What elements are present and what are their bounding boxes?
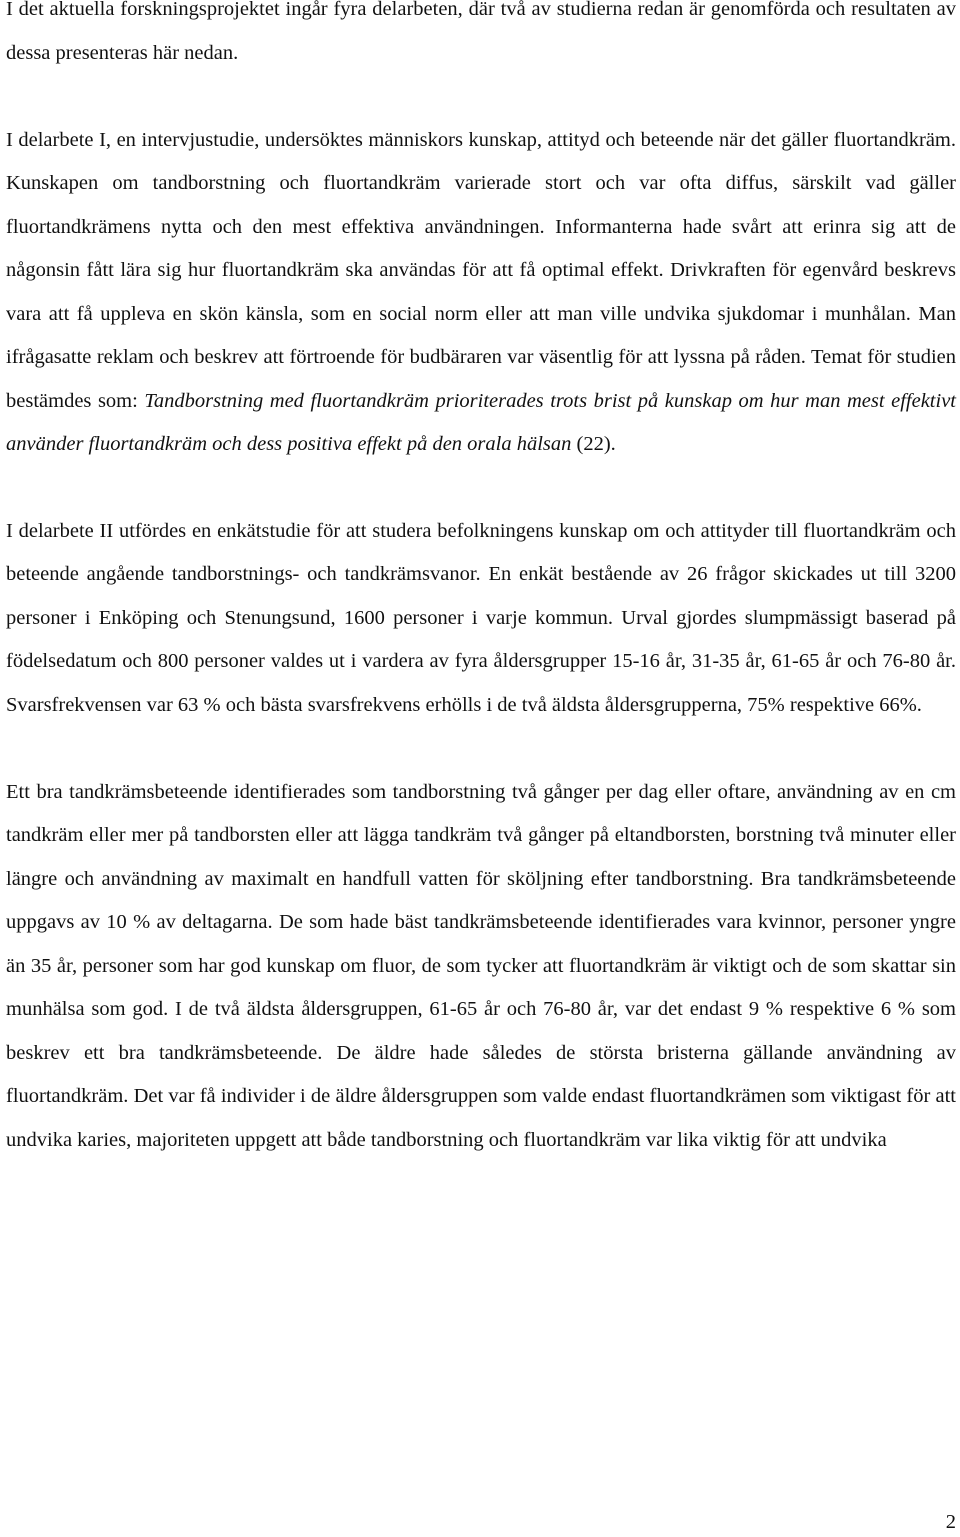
- paragraph-spacer: [6, 727, 956, 771]
- paragraph-intro: I det aktuella forskningsprojektet ingår fyra delarbeten, där två av studierna redan är genomförda och resultaten av dessa presenteras här nedan.: [6, 0, 956, 64]
- document-page: [6, 0, 956, 1162]
- paragraph-toothpaste-behavior: Ett bra tandkrämsbeteende identifierades som tandborstning två gånger per dag eller oftare, användning av en cm tandkräm eller mer på tandborsten eller att lägga tandkräm två gånger på eltandborsten, borstning två minuter eller längre och användning av maximalt en handfull vatten för sköljning efter tandborstning. Bra tandkrämsbeteende uppgavs av 10 % av deltagarna. De som hade bäst tandkrämsbeteende identifierades vara kvinnor, personer yngre än 35 år, personer som har god kunskap om fluor, de som tycker att fluortandkräm är viktigt och de som skattar sin munhälsa som god. I de två äldsta åldersgruppen, 61-65 år och 76-80 år, var det endast 9 % respektive 6 % som beskrev ett bra tandkrämsbeteende. De äldre hade således de största bristerna gällande användning av fluortandkräm. Det var få individer i de äldre åldersgruppen som valde endast fluortandkrämen som viktigast för att undvika karies, majoriteten uppgett att både tandborstning och fluortandkräm var lika viktig för att undvika: [6, 780, 956, 1151]
- reference-citation: (22).: [571, 433, 616, 455]
- paragraph-delarbete-2: I delarbete II utfördes en enkätstudie för att studera befolkningens kunskap om och attityder till fluortandkräm och beteende angående tandborstnings- och tandkrämsvanor. En enkät bestående av 26 frågor skickades ut till 3200 personer i Enköping och Stenungsund, 1600 personer i varje kommun. Urval gjordes slumpmässigt baserad på födelsedatum och 800 personer valdes ut i vardera av fyra åldersgrupper 15-16 år, 31-35 år, 61-65 år och 76-80 år. Svarsfrekvensen var 63 % och bästa svarsfrekvens erhölls i de två äldsta åldersgrupperna, 75% respektive 66%.: [6, 519, 956, 716]
- page-number: 2: [945, 1511, 956, 1533]
- study-theme-italic: Tandborstning med fluortandkräm prioriterades trots brist på kunskap om hur man mest effektivt använder fluortandkräm och dess positiva effekt på den orala hälsan: [6, 389, 956, 455]
- paragraph-spacer: [6, 467, 956, 510]
- paragraph-spacer: [6, 75, 956, 119]
- paragraph-delarbete-1-text: I delarbete I, en intervjustudie, undersöktes människors kunskap, attityd och beteende när det gäller fluortandkräm. Kunskapen om tandborstning och fluortandkräm varierade stort och var ofta diffus, särskilt vad gäller fluortandkrämens nytta och den mest effektiva användningen. Informanterna hade svårt att erinra sig att de någonsin fått lära sig hur fluortandkräm ska användas för att få optimal effekt. Drivkraften för egenvård beskrevs vara att få uppleva en skön känsla, som en social norm eller att man ville undvika sjukdomar i munhålan. Man ifrågasatte reklam och beskrev att förtroende för budbäraren var väsentlig för att lyssna på råden. Temat för studien bestämdes som:: [6, 128, 956, 412]
- paragraph-delarbete-1: [6, 119, 956, 467]
